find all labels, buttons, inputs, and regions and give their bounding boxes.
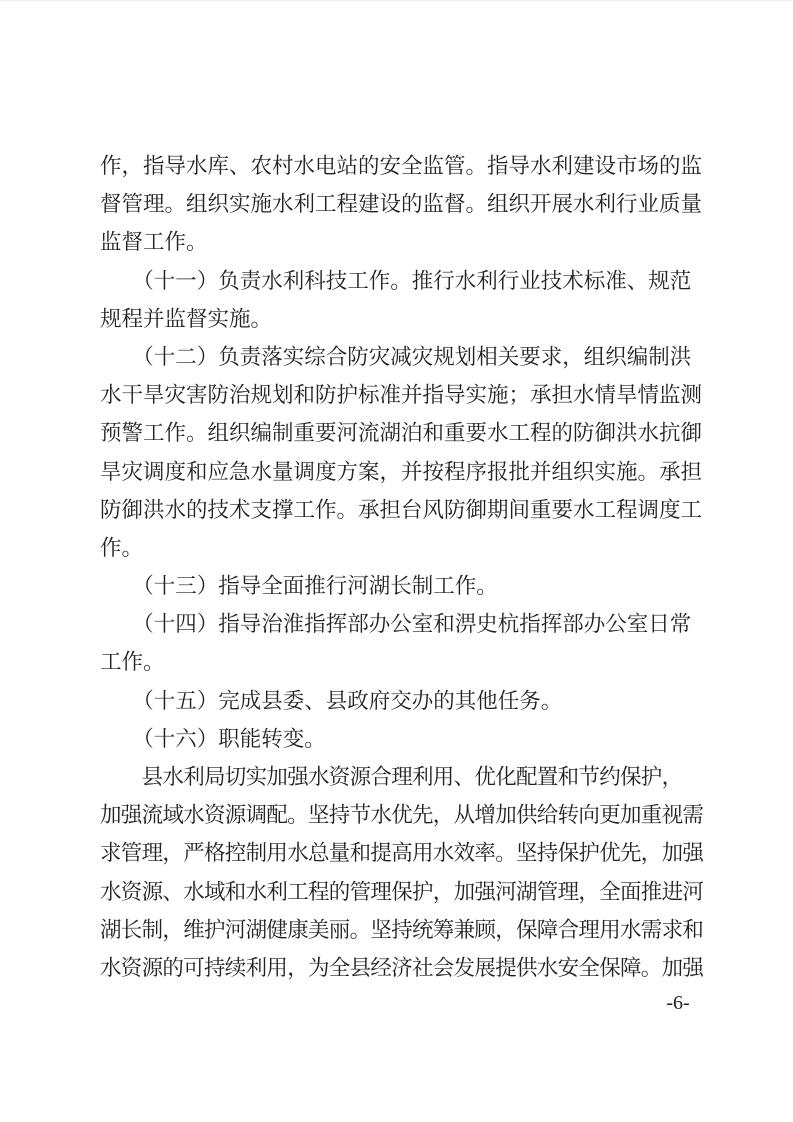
text-line: 规程并监督实施。	[100, 306, 273, 331]
paragraph-p5-item-14	[100, 605, 720, 681]
text-line: 作。	[100, 535, 144, 560]
text-line: （十六）职能转变。	[100, 726, 326, 751]
text-line: 作，指导水库、农村水电站的安全监管。指导水利建设市场的监	[100, 154, 703, 178]
text-line: 湖长制，维护河湖健康美丽。坚持统筹兼顾，保障合理用水需求和	[100, 917, 704, 942]
paragraph-p4-item-13	[100, 567, 720, 605]
paragraph-p6-item-15	[100, 682, 720, 720]
text-line: 防御洪水的技术支撑工作。承担台风防御期间重要水工程调度工	[100, 497, 703, 522]
text-line: 预警工作。组织编制重要河流湖泊和重要水工程的防御洪水抗御	[100, 421, 703, 446]
text-line: 加强流域水资源调配。坚持节水优先，从增加供给转向更加重视需	[100, 803, 704, 828]
page-number: -6-	[666, 992, 690, 1014]
text-line: 水干旱灾害防治规划和防护标准并指导实施；承担水情旱情监测	[100, 383, 703, 408]
text-line: （十四）指导治淮指挥部办公室和淠史杭指挥部办公室日常	[100, 612, 692, 637]
text-line: （十一）负责水利科技工作。推行水利行业技术标准、规范	[100, 268, 692, 293]
text-line: 水资源的可持续利用，为全县经济社会发展提供水安全保障。加强	[100, 955, 704, 980]
text-line: 督管理。组织实施水利工程建设的监督。组织开展水利行业质量	[100, 192, 703, 217]
text-line: 水资源、水域和水利工程的管理保护，加强河湖管理，全面推进河	[100, 879, 704, 904]
text-line: （十五）完成县委、县政府交办的其他任务。	[100, 688, 563, 713]
paragraph-p8-closing	[100, 758, 720, 987]
text-line: （十三）指导全面推行河湖长制工作。	[100, 574, 498, 599]
text-line: （十二）负责落实综合防灾减灾规划相关要求，组织编制洪	[100, 344, 692, 369]
paragraph-p2-item-11	[100, 262, 720, 338]
text-line: 旱灾调度和应急水量调度方案，并按程序报批并组织实施。承担	[100, 459, 703, 484]
document-text-block	[100, 147, 720, 987]
text-line: 监督工作。	[100, 230, 208, 255]
paragraph-p3-item-12	[100, 338, 720, 567]
text-line: 县水利局切实加强水资源合理利用、优化配置和节约保护，	[100, 765, 683, 789]
text-line: 求管理，严格控制用水总量和提高用水效率。坚持保护优先，加强	[100, 841, 704, 866]
text-line: 工作。	[100, 650, 165, 675]
paragraph-p1-continuation	[100, 147, 720, 262]
paragraph-p7-item-16	[100, 720, 720, 758]
